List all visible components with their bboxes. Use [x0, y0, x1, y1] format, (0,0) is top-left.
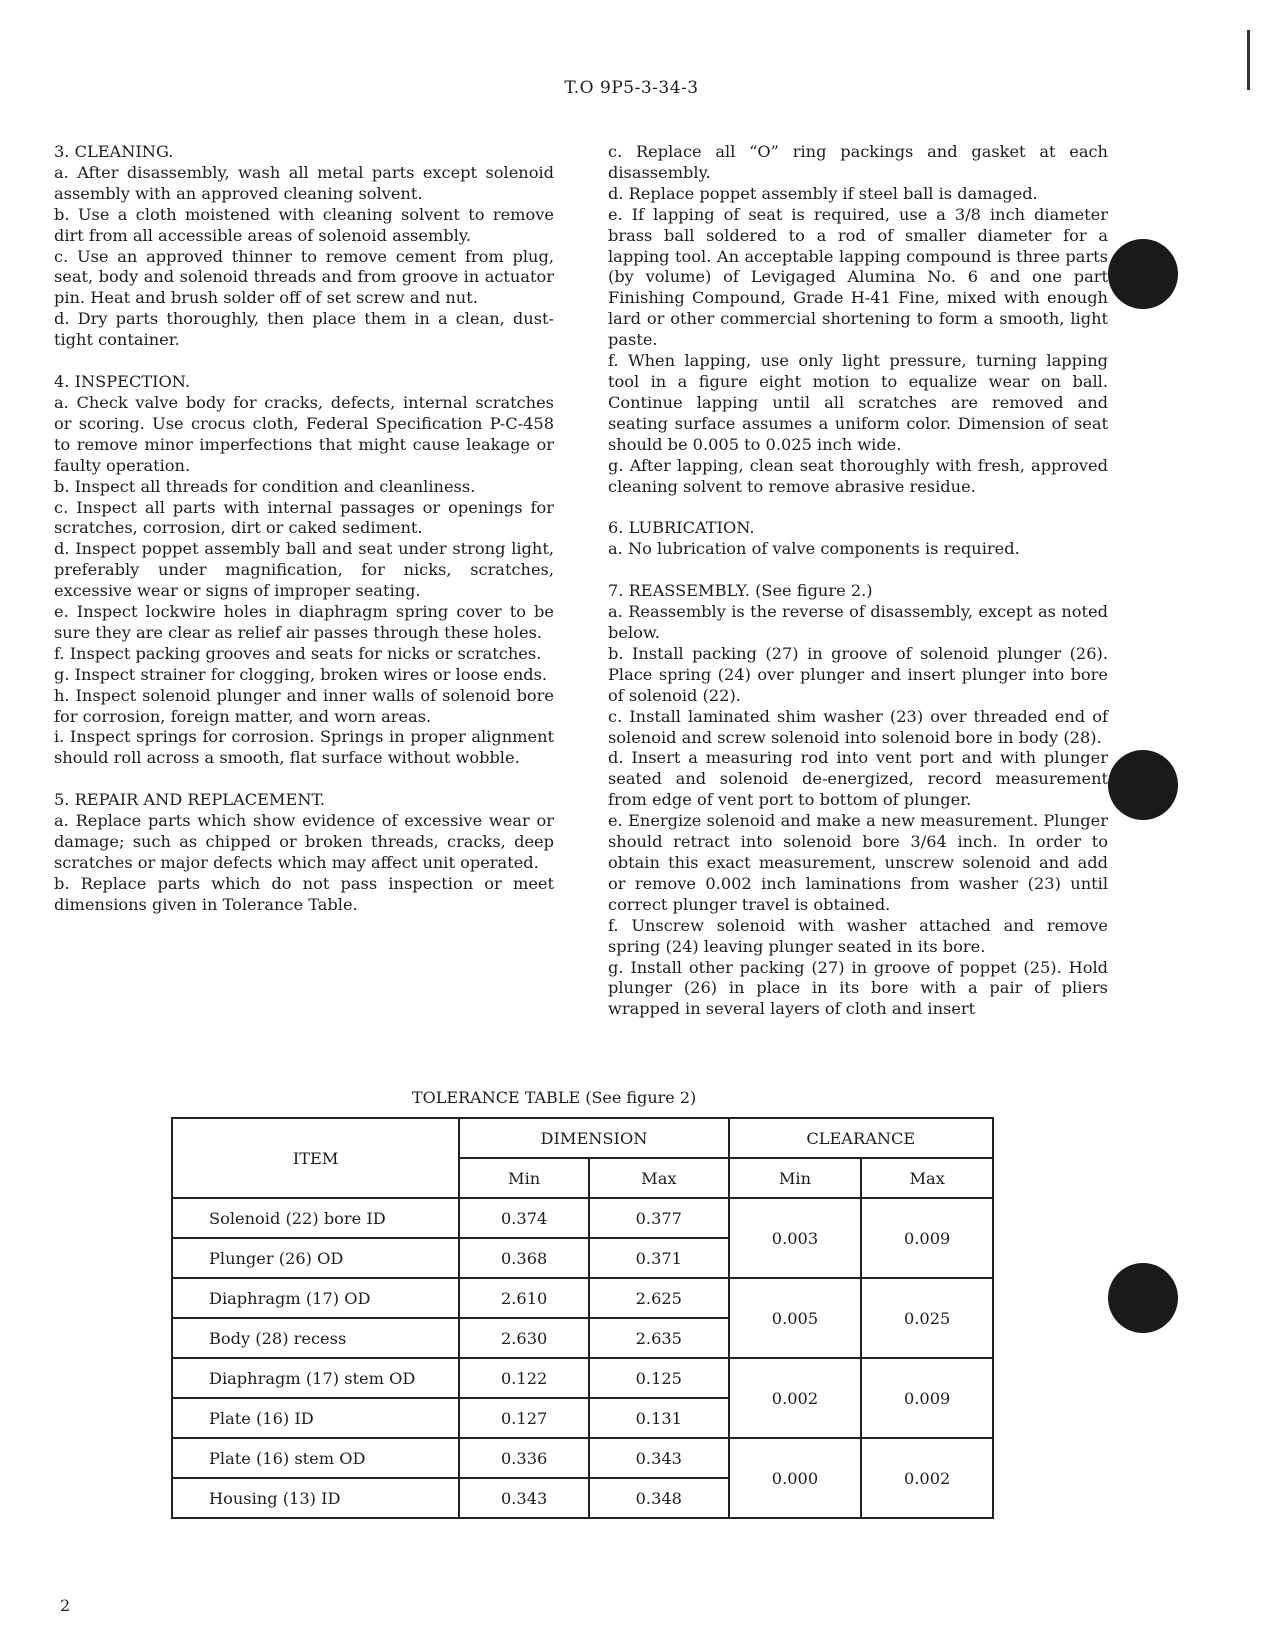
- cell-dim-min: 2.610: [459, 1278, 589, 1318]
- paragraph: g. After lapping, clean seat thoroughly with fresh, approved cleaning solvent to remove abrasive residue.: [608, 455, 1108, 496]
- paragraph: i. Inspect springs for corrosion. Springs in proper alignment should roll across a smooth, flat surface without wobble.: [54, 727, 554, 768]
- table-row: [172, 1198, 993, 1238]
- section: [54, 372, 554, 769]
- paragraph: e. Inspect lockwire holes in diaphragm spring cover to be sure they are clear as relief air passes through these holes.: [54, 602, 554, 642]
- cell-dim-max: 0.371: [589, 1238, 729, 1278]
- cell-dim-min: 0.368: [459, 1238, 589, 1278]
- cell-dim-min: 0.122: [459, 1358, 589, 1398]
- left-column: [54, 142, 554, 937]
- binder-hole: [1108, 239, 1178, 309]
- cell-dim-max: 0.343: [589, 1438, 729, 1478]
- paragraph: f. Unscrew solenoid with washer attached and remove spring (24) leaving plunger seated in its bore.: [608, 915, 1108, 956]
- paragraph: g. Install other packing (27) in groove of poppet (25). Hold plunger (26) in place in its bore with a pair of pliers wrapped in several layers of cloth and insert: [608, 957, 1108, 1019]
- paragraph: a. Check valve body for cracks, defects, internal scratches or scoring. Use crocus cloth, Federal Specification P-C-458 to remove minor imperfections that might cause leakage or faulty operation.: [54, 392, 554, 475]
- paragraph: a. No lubrication of valve components is required.: [608, 539, 1020, 559]
- col-header-clearance: CLEARANCE: [729, 1118, 993, 1158]
- cell-item: Plunger (26) OD: [172, 1238, 459, 1278]
- col-header-clr-max: Max: [861, 1158, 993, 1198]
- section: [608, 518, 1108, 560]
- paragraph: a. Replace parts which show evidence of excessive wear or damage; such as chipped or broken threads, cracks, deep scratches or major defects which may affect unit operated.: [54, 811, 554, 872]
- cell-item: Plate (16) ID: [172, 1398, 459, 1438]
- paragraph: c. Use an approved thinner to remove cement from plug, seat, body and solenoid threads and from groove in actuator pin. Heat and brush solder off of set screw and nut.: [54, 246, 554, 308]
- col-header-dim-max: Max: [589, 1158, 729, 1198]
- col-header-dimension: DIMENSION: [459, 1118, 728, 1158]
- binder-hole: [1108, 750, 1178, 820]
- cell-clr-max: 0.009: [861, 1358, 993, 1438]
- cell-dim-min: 0.336: [459, 1438, 589, 1478]
- tolerance-table: [171, 1117, 994, 1519]
- cell-clr-min: 0.003: [729, 1198, 862, 1278]
- paragraph: c. Install laminated shim washer (23) over threaded end of solenoid and screw solenoid into solenoid bore in body (28).: [608, 706, 1108, 747]
- section: [54, 142, 554, 351]
- paragraph: d. Insert a measuring rod into vent port and with plunger seated and solenoid de-energized, record measurement from edge of vent port to bottom of plunger.: [608, 748, 1108, 810]
- table-title: TOLERANCE TABLE (See figure 2): [412, 1088, 697, 1107]
- cell-item: Solenoid (22) bore ID: [172, 1198, 459, 1238]
- paragraph: f. Inspect packing grooves and seats for nicks or scratches.: [54, 643, 542, 663]
- cell-dim-max: 2.625: [589, 1278, 729, 1318]
- paragraph: e. Energize solenoid and make a new measurement. Plunger should retract into solenoid bore 3/64 inch. In order to obtain this exact measurement, unscrew solenoid and add or remove 0.002 inch laminations from washer (23) until correct plunger travel is obtained.: [608, 811, 1108, 914]
- paragraph: a. Reassembly is the reverse of disassembly, except as noted below.: [608, 602, 1108, 643]
- paragraph: e. If lapping of seat is required, use a 3/8 inch diameter brass ball soldered to a rod of smaller diameter for a lapping tool. An acceptable lapping compound is three parts (by volume) of Levigaged Alumina No. 6 and one part Finishing Compound, Grade H-41 Fine, mixed with enough lard or other commercial shortening to form a smooth, light paste.: [608, 204, 1108, 350]
- cell-clr-min: 0.005: [729, 1278, 862, 1358]
- cell-dim-min: 2.630: [459, 1318, 589, 1358]
- right-column: [608, 142, 1108, 1041]
- page-number: 2: [60, 1596, 71, 1615]
- cell-item: Diaphragm (17) OD: [172, 1278, 459, 1318]
- section-title: 6. LUBRICATION.: [608, 518, 755, 538]
- cell-dim-min: 0.374: [459, 1198, 589, 1238]
- cell-clr-min: 0.000: [729, 1438, 862, 1518]
- section: [54, 790, 554, 915]
- cell-dim-max: 0.348: [589, 1478, 729, 1518]
- table-row: [172, 1438, 993, 1478]
- table-row: [172, 1358, 993, 1398]
- paragraph: d. Replace poppet assembly if steel ball is damaged.: [608, 183, 1038, 203]
- section: [608, 142, 1108, 497]
- section-title: 7. REASSEMBLY. (See figure 2.): [608, 581, 873, 601]
- paragraph: d. Inspect poppet assembly ball and seat under strong light, preferably under magnification, for nicks, scratches, excessive wear or signs of improper seating.: [54, 539, 554, 601]
- paragraph: g. Inspect strainer for clogging, broken wires or loose ends.: [54, 664, 548, 684]
- cell-item: Diaphragm (17) stem OD: [172, 1358, 459, 1398]
- paragraph: b. Use a cloth moistened with cleaning solvent to remove dirt from all accessible areas of solenoid assembly.: [54, 204, 554, 245]
- cell-clr-min: 0.002: [729, 1358, 862, 1438]
- cell-dim-max: 0.377: [589, 1198, 729, 1238]
- cell-clr-max: 0.025: [861, 1278, 993, 1358]
- cell-dim-min: 0.343: [459, 1478, 589, 1518]
- paragraph: d. Dry parts thoroughly, then place them in a clean, dust-tight container.: [54, 309, 554, 350]
- cell-clr-max: 0.009: [861, 1198, 993, 1278]
- paragraph: b. Replace parts which do not pass inspection or meet dimensions given in Tolerance Table.: [54, 873, 554, 914]
- table-row: [172, 1278, 993, 1318]
- section-title: 5. REPAIR AND REPLACEMENT.: [54, 790, 326, 810]
- cell-dim-max: 0.131: [589, 1398, 729, 1438]
- paragraph: a. After disassembly, wash all metal parts except solenoid assembly with an approved cleaning solvent.: [54, 162, 554, 203]
- document-header: T.O 9P5-3-34-3: [564, 78, 699, 98]
- cell-item: Housing (13) ID: [172, 1478, 459, 1518]
- paragraph: c. Replace all “O” ring packings and gasket at each disassembly.: [608, 142, 1108, 182]
- paragraph: h. Inspect solenoid plunger and inner walls of solenoid bore for corrosion, foreign matter, and worn areas.: [54, 685, 554, 726]
- cell-item: Plate (16) stem OD: [172, 1438, 459, 1478]
- cell-dim-max: 0.125: [589, 1358, 729, 1398]
- cell-clr-max: 0.002: [861, 1438, 993, 1518]
- col-header-clr-min: Min: [729, 1158, 862, 1198]
- paragraph: b. Install packing (27) in groove of solenoid plunger (26). Place spring (24) over plunger and insert plunger into bore of solenoid (22).: [608, 643, 1108, 705]
- paragraph: c. Inspect all parts with internal passages or openings for scratches, corrosion, dirt or caked sediment.: [54, 497, 554, 538]
- col-header-dim-min: Min: [459, 1158, 589, 1198]
- section: [608, 581, 1108, 1020]
- cell-item: Body (28) recess: [172, 1318, 459, 1358]
- col-header-item: ITEM: [172, 1118, 459, 1198]
- cell-dim-max: 2.635: [589, 1318, 729, 1358]
- cell-dim-min: 0.127: [459, 1398, 589, 1438]
- binder-hole: [1108, 1263, 1178, 1333]
- paragraph: f. When lapping, use only light pressure, turning lapping tool in a figure eight motion to equalize wear on ball. Continue lapping until all scratches are removed and seating surface assumes a uniform color. Dimension of seat should be 0.005 to 0.025 inch wide.: [608, 351, 1108, 454]
- paragraph: b. Inspect all threads for condition and cleanliness.: [54, 476, 476, 496]
- section-title: 3. CLEANING.: [54, 142, 174, 161]
- section-title: 4. INSPECTION.: [54, 372, 191, 392]
